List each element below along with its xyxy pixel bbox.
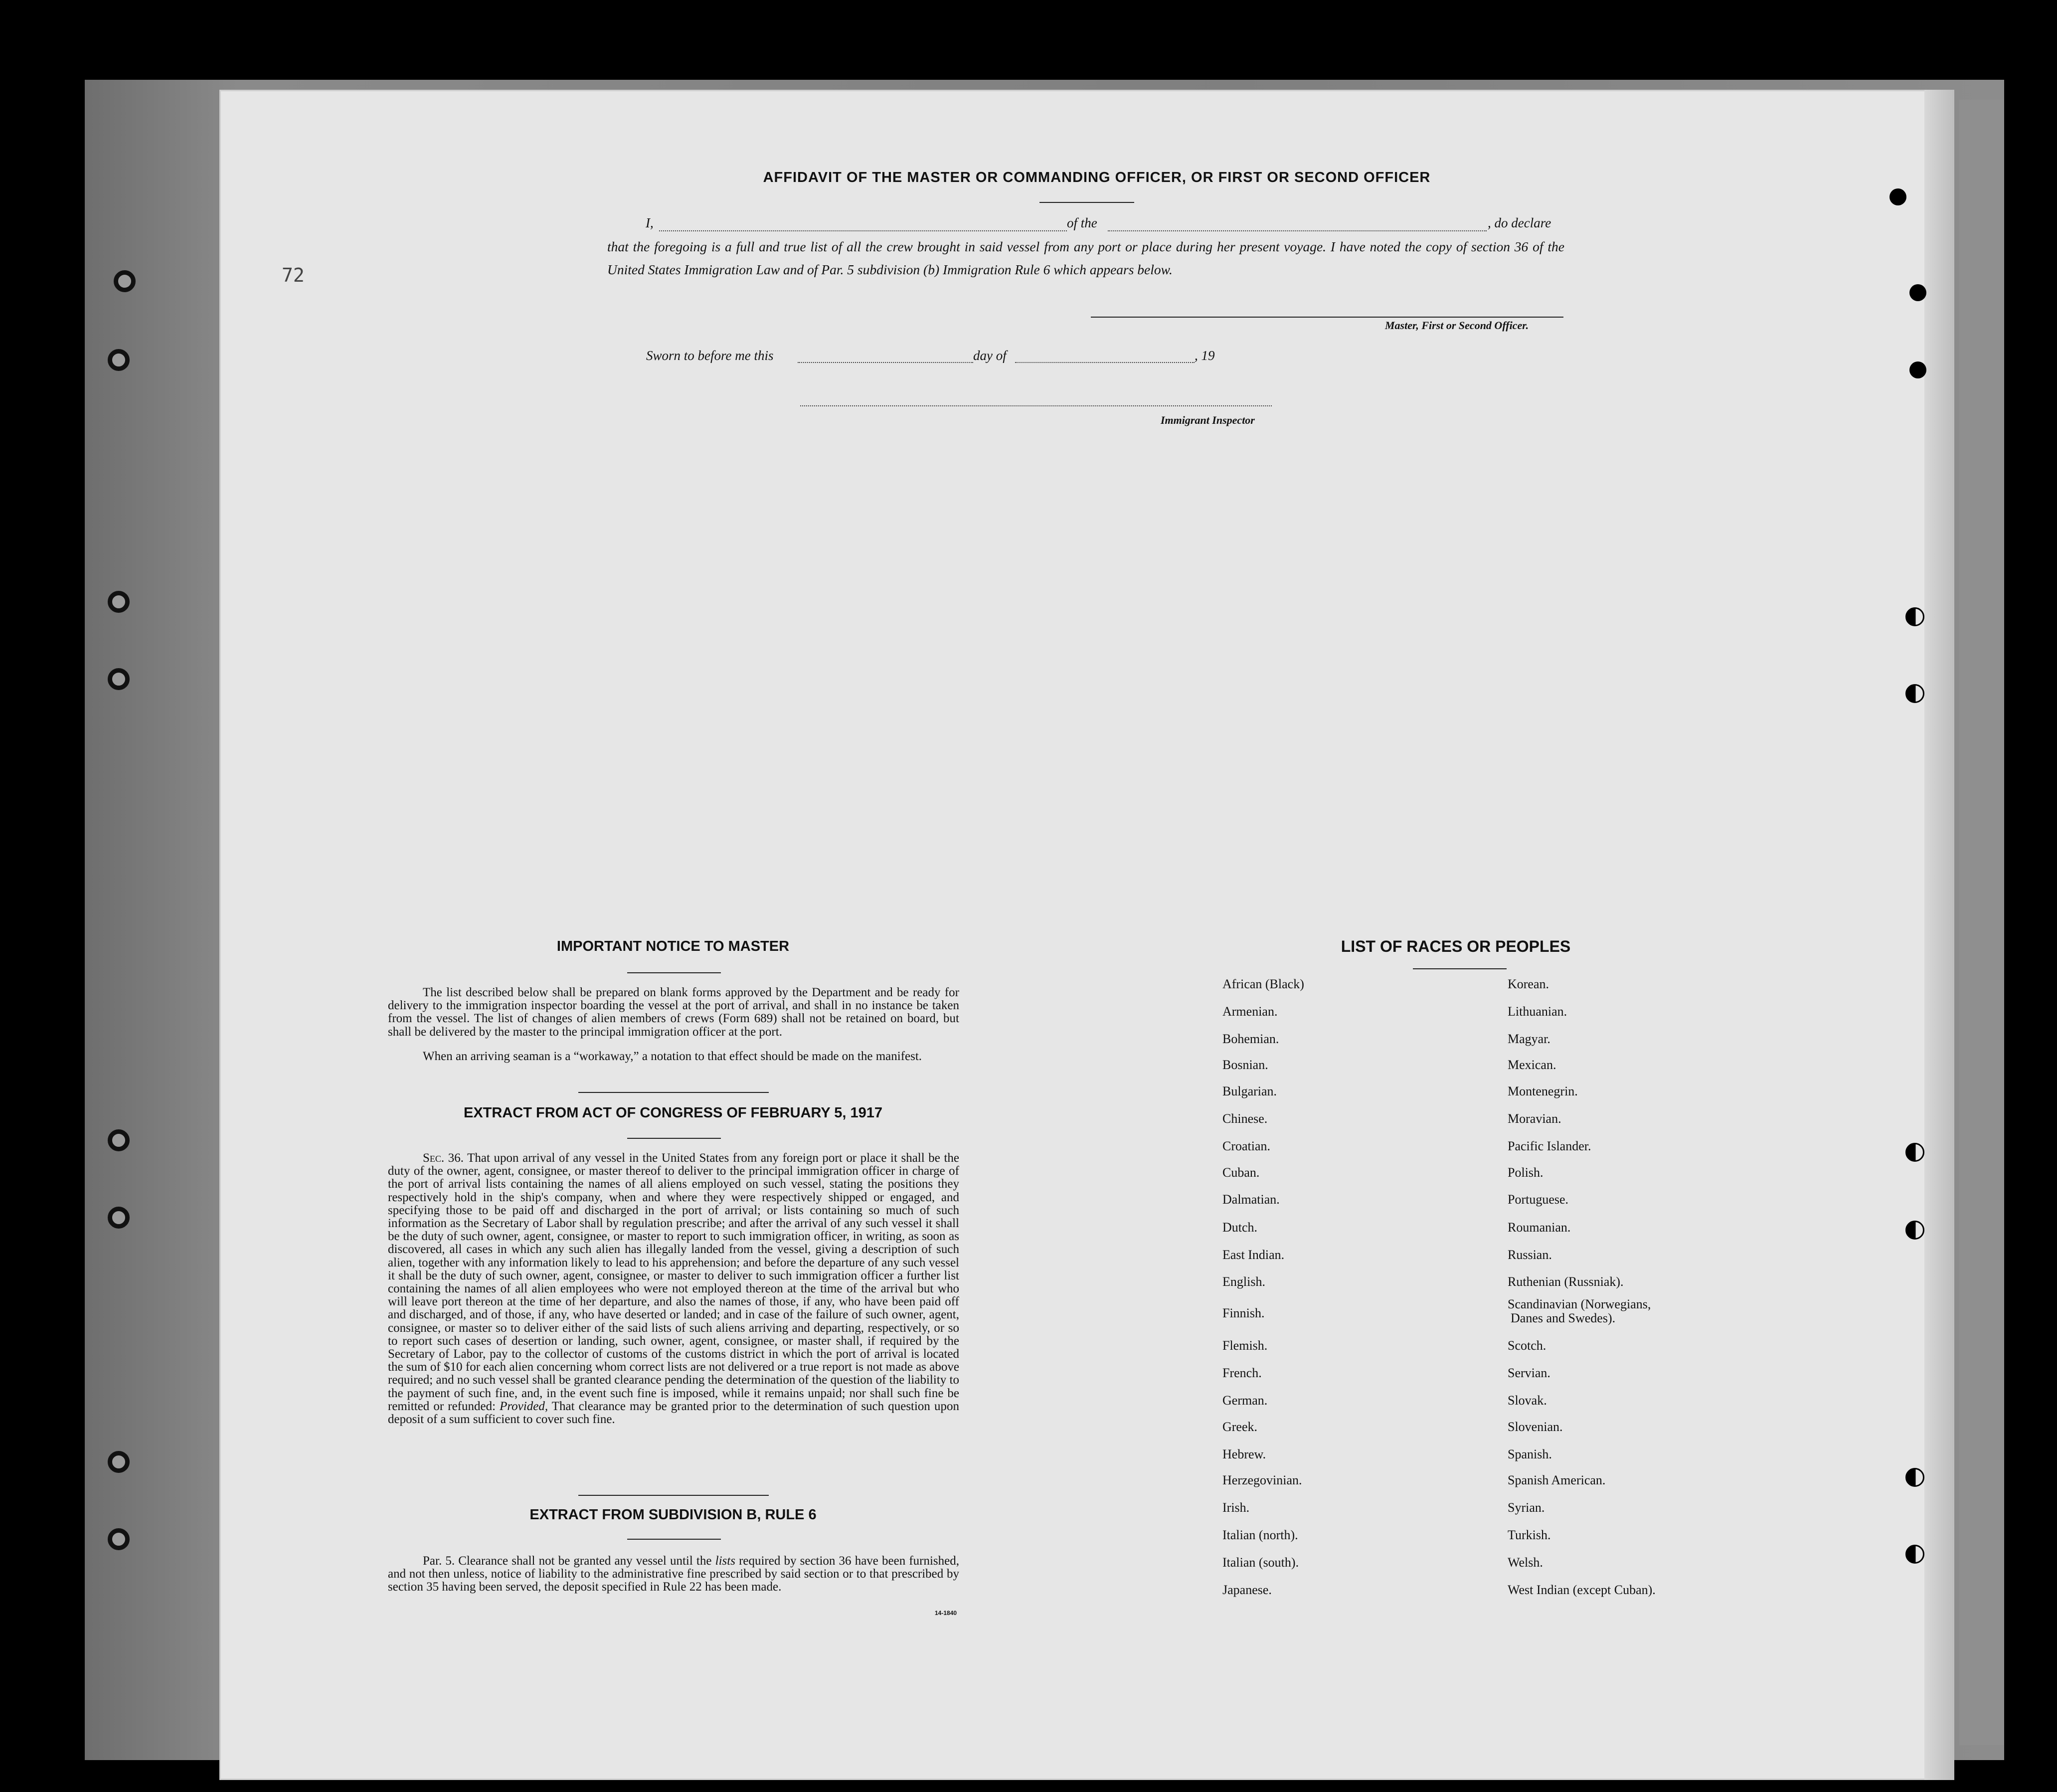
race-item: Roumanian. bbox=[1508, 1220, 1571, 1235]
race-item: Italian (north). bbox=[1222, 1528, 1298, 1542]
race-item: Dutch. bbox=[1222, 1220, 1258, 1235]
notice-divider bbox=[578, 1092, 769, 1093]
race-item: Armenian. bbox=[1222, 1004, 1278, 1019]
binder-hole-icon bbox=[1905, 607, 1924, 626]
affidavit-i-label: I, bbox=[646, 215, 654, 230]
inspector-signature-line bbox=[800, 405, 1272, 406]
lists-word: lists bbox=[715, 1554, 735, 1568]
affidavit-title: AFFIDAVIT OF THE MASTER OR COMMANDING OFFICER, OR FIRST OR SECOND OFFICER bbox=[763, 170, 1431, 185]
race-item: Magyar. bbox=[1508, 1032, 1550, 1046]
par-5-start: Par. 5. Clearance shall not be granted any vessel until the bbox=[423, 1554, 712, 1568]
race-item: Portuguese. bbox=[1508, 1192, 1569, 1207]
races-rule bbox=[1413, 968, 1507, 969]
section-36-text bbox=[388, 1152, 959, 1426]
affidavit-declare-label: , do declare bbox=[1488, 215, 1551, 230]
binder-hole-icon bbox=[1905, 1221, 1924, 1240]
year-label: , 19 bbox=[1195, 348, 1215, 363]
race-item: Syrian. bbox=[1508, 1500, 1545, 1515]
race-item: Croatian. bbox=[1222, 1139, 1271, 1153]
day-of-label: day of bbox=[973, 348, 1007, 363]
notice-rule bbox=[627, 972, 721, 973]
extract-rule-title: EXTRACT FROM SUBDIVISION B, RULE 6 bbox=[529, 1507, 817, 1523]
master-signature-line bbox=[1091, 317, 1563, 318]
name-blank-line bbox=[659, 230, 1067, 231]
race-item: Bulgarian. bbox=[1222, 1084, 1277, 1098]
provided-label: Provided, bbox=[500, 1399, 548, 1413]
notice-paragraph-1: The list described below shall be prepared on blank forms approved by the Department and be ready for delivery to the immigration inspector boarding the vessel at the port of arrival, and shall in no instance be taken from the vessel. The list of changes of alien members of crews (Form 689) shall not be retained on board, but shall be delivered by the master to the principal immigration officer at the port. bbox=[388, 986, 959, 1039]
race-item: African (Black) bbox=[1222, 977, 1304, 991]
race-item: Herzegovinian. bbox=[1222, 1473, 1302, 1487]
extract-act-rule bbox=[627, 1138, 721, 1139]
race-item: Welsh. bbox=[1508, 1555, 1543, 1570]
binder-hole-icon bbox=[1909, 361, 1926, 378]
race-item: French. bbox=[1222, 1366, 1262, 1380]
binder-hole-icon bbox=[1905, 1545, 1924, 1564]
sworn-day-blank bbox=[798, 362, 973, 363]
inspector-caption: Immigrant Inspector bbox=[1161, 414, 1255, 426]
section-36-body-end: That clearance may be granted prior to the determination of such question upon deposit of a sum sufficient to cover such fine. bbox=[388, 1399, 959, 1427]
race-item: Hebrew. bbox=[1222, 1447, 1266, 1461]
sworn-month-blank bbox=[1015, 362, 1195, 363]
race-item: Chinese. bbox=[1222, 1111, 1268, 1126]
race-item: Danes and Swedes). bbox=[1511, 1311, 1616, 1325]
race-item: Bohemian. bbox=[1222, 1032, 1279, 1046]
race-item: Italian (south). bbox=[1222, 1555, 1299, 1570]
race-item: West Indian (except Cuban). bbox=[1508, 1583, 1656, 1597]
binder-hole-icon bbox=[108, 1129, 130, 1151]
race-item: Turkish. bbox=[1508, 1528, 1551, 1542]
form-number: 14-1840 bbox=[935, 1610, 957, 1616]
race-item: East Indian. bbox=[1222, 1248, 1285, 1262]
race-item: Pacific Islander. bbox=[1508, 1139, 1591, 1153]
race-item: Dalmatian. bbox=[1222, 1192, 1280, 1207]
race-item: German. bbox=[1222, 1393, 1268, 1408]
binder-hole-icon bbox=[108, 1451, 130, 1473]
binder-hole-icon bbox=[1889, 188, 1906, 205]
binder-hole-icon bbox=[1909, 284, 1926, 301]
race-item: Russian. bbox=[1508, 1248, 1552, 1262]
binder-hole-icon bbox=[114, 270, 136, 292]
race-item: Scotch. bbox=[1508, 1338, 1546, 1353]
race-item: Servian. bbox=[1508, 1366, 1550, 1380]
race-item: Ruthenian (Russniak). bbox=[1508, 1274, 1624, 1289]
par-5-end: required by section 36 have been furnished, and not then unless, notice of liability to the administrative fine prescribed by said section or to that prescribed by section 35 having been served, the deposit specified in Rule 22 has been made. bbox=[388, 1554, 960, 1594]
race-item: Finnish. bbox=[1222, 1306, 1265, 1320]
race-item: Spanish American. bbox=[1508, 1473, 1606, 1487]
affidavit-body: that the foregoing is a full and true list of all the crew brought in said vessel from any port or place during her present voyage. I have noted the copy of section 36 of the United States Immigration Law and of Par. 5 subdivision (b) Immigration Rule 6 which appears below. bbox=[607, 239, 1564, 277]
race-item: Moravian. bbox=[1508, 1111, 1561, 1126]
race-item: Polish. bbox=[1508, 1165, 1543, 1180]
section-36-body: That upon arrival of any vessel in the United States from any foreign port or place it shall be the duty of the owner, agent, consignee, or master thereof to deliver to the principal immigration officer in charge of the port of arrival lists containing the names of all aliens employed on such vessel, stating the positions they respectively hold in the ship's company, when and where they were respectively shipped or engaged, and specifying those to be paid off and discharged in the port of arrival; or lists containing so much of such information as the Secretary of Labor shall by regulation prescribe; and after the arrival of any such vessel it shall be the duty of such owner, agent, consignee, or master to report to such immigration officer, in writing, as soon as discovered, all cases in which any such alien has illegally landed from the vessel, giving a description of such alien, together with any information likely to lead to his apprehension; and before the departure of any such vessel it shall be the duty of such owner, agent, consignee, or master to deliver to such immigration officer a further list containing the names of all alien employees who were not employed thereon at the time of the arrival but who will leave port thereon at the time of her departure, and also the names of those, if any, who have been paid off and discharged, and of those, if any, who have deserted or landed; and in case of the failure of such owner, agent, consignee, or master so to deliver either of the said lists of such aliens arriving and departing, respectively, or so to report such cases of desertion or landing, such owner, agent, consignee, or master shall, if required by the Secretary of Labor, pay to the collector of customs of the customs district in which the port of arrival is located the sum of $10 for each alien concerning whom correct lists are not delivered or a true report is not made as above required; and no such vessel shall be granted clearance pending the determination of the question of the liability to the payment of such fine, and, in the event such fine is imposed, while it remains unpaid; nor shall such fine be remitted or refunded: bbox=[388, 1151, 959, 1413]
race-item: Lithuanian. bbox=[1508, 1004, 1567, 1019]
race-item: Irish. bbox=[1222, 1500, 1250, 1515]
race-item: Cuban. bbox=[1222, 1165, 1260, 1180]
race-item: Mexican. bbox=[1508, 1058, 1556, 1072]
master-signature-caption: Master, First or Second Officer. bbox=[1385, 319, 1529, 332]
races-title: LIST OF RACES OR PEOPLES bbox=[1341, 937, 1571, 955]
binder-hole-icon bbox=[108, 668, 130, 690]
extract-rule-rule bbox=[627, 1539, 721, 1540]
title-rule bbox=[1039, 202, 1134, 203]
margin-mark: 72 bbox=[282, 264, 305, 286]
affidavit-of-the-label: of the bbox=[1067, 215, 1097, 230]
paragraph-5-text bbox=[388, 1555, 959, 1594]
binder-hole-icon bbox=[1905, 1468, 1924, 1487]
vessel-blank-line bbox=[1108, 230, 1487, 231]
binder-hole-icon bbox=[108, 1207, 130, 1229]
manifest-sheet bbox=[219, 90, 1954, 1780]
race-item: Flemish. bbox=[1222, 1338, 1268, 1353]
section-36-label: Sec. 36. bbox=[423, 1151, 464, 1165]
sheet-fold-edge bbox=[1924, 90, 1954, 1780]
binder-hole-icon bbox=[108, 1528, 130, 1550]
race-item: Korean. bbox=[1508, 977, 1549, 991]
binder-hole-icon bbox=[1905, 1143, 1924, 1162]
binder-hole-icon bbox=[108, 591, 130, 613]
race-item: Slovenian. bbox=[1508, 1420, 1563, 1434]
race-item: Slovak. bbox=[1508, 1393, 1547, 1408]
race-item: Scandinavian (Norwegians, bbox=[1508, 1297, 1651, 1311]
race-item: Japanese. bbox=[1222, 1583, 1272, 1597]
race-item: Bosnian. bbox=[1222, 1058, 1268, 1072]
sworn-label: Sworn to before me this bbox=[646, 348, 774, 363]
backing-board-edge bbox=[1959, 100, 2004, 1745]
extract-act-title: EXTRACT FROM ACT OF CONGRESS OF FEBRUARY 5, 1917 bbox=[463, 1105, 883, 1121]
race-item: Greek. bbox=[1222, 1420, 1258, 1434]
binder-hole-icon bbox=[108, 349, 130, 371]
notice-paragraph-2: When an arriving seaman is a “workaway,” a notation to that effect should be made on the manifest. bbox=[423, 1050, 922, 1063]
race-item: Spanish. bbox=[1508, 1447, 1552, 1461]
notice-title: IMPORTANT NOTICE TO MASTER bbox=[556, 938, 790, 954]
race-item: English. bbox=[1222, 1274, 1265, 1289]
race-item: Montenegrin. bbox=[1508, 1084, 1578, 1098]
binder-hole-icon bbox=[1905, 684, 1924, 703]
extract-divider bbox=[578, 1495, 769, 1496]
